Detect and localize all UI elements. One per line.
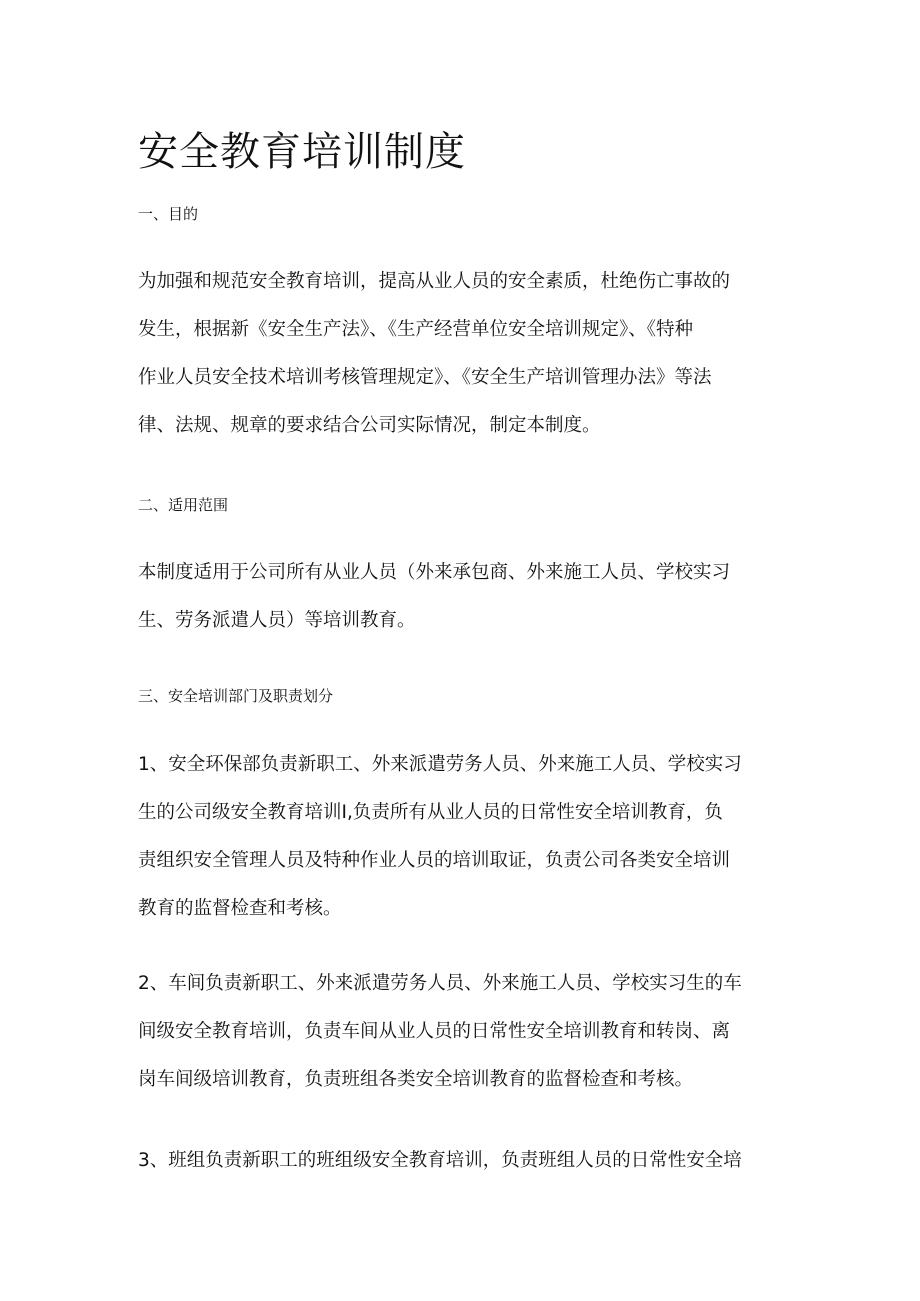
paragraph-line: 发生，根据新《安全生产法》、《生产经营单位安全培训规定》、《特种 xyxy=(138,319,694,340)
paragraph-item-2 xyxy=(138,960,788,1104)
paragraph-line: 2、车间负责新职工、外来派遣劳务人员、外来施工人员、学校实习生的车 xyxy=(138,973,742,994)
paragraph-line: 岗车间级培训教育，负责班组各类安全培训教育的监督检查和考核。 xyxy=(138,1069,694,1090)
paragraph-item-1 xyxy=(138,741,788,933)
paragraph-purpose xyxy=(138,258,788,450)
paragraph-item-3 xyxy=(138,1137,788,1185)
paragraph-scope xyxy=(138,549,788,645)
paragraph-line: 生、劳务派遣人员）等培训教育。 xyxy=(138,610,416,631)
section-heading-responsibilities: 三、安全培训部门及职责划分 xyxy=(138,687,334,705)
section-heading-scope: 二、适用范围 xyxy=(138,496,229,514)
paragraph-line: 1、安全环保部负责新职工、外来派遣劳务人员、外来施工人员、学校实习 xyxy=(138,754,742,775)
document-title: 安全教育培训制度 xyxy=(138,129,466,175)
paragraph-line: 律、法规、规章的要求结合公司实际情况，制定本制度。 xyxy=(138,415,601,436)
paragraph-line: 责组织安全管理人员及特种作业人员的培训取证，负责公司各类安全培训 xyxy=(138,850,731,871)
paragraph-line: 作业人员安全技术培训考核管理规定》、《安全生产培训管理办法》等法 xyxy=(138,367,712,388)
section-heading-purpose: 一、目的 xyxy=(138,205,199,223)
paragraph-line: 3、班组负责新职工的班组级安全教育培训，负责班组人员的日常性安全培 xyxy=(138,1150,742,1171)
paragraph-line: 为加强和规范安全教育培训，提高从业人员的安全素质，杜绝伤亡事故的 xyxy=(138,271,731,292)
paragraph-line: 生的公司级安全教育培训I,负责所有从业人员的日常性安全培训教育，负 xyxy=(138,802,723,823)
paragraph-line: 本制度适用于公司所有从业人员（外来承包商、外来施工人员、学校实习 xyxy=(138,562,731,583)
paragraph-line: 教育的监督检查和考核。 xyxy=(138,898,342,919)
paragraph-line: 间级安全教育培训，负责车间从业人员的日常性安全培训教育和转岗、离 xyxy=(138,1021,731,1042)
